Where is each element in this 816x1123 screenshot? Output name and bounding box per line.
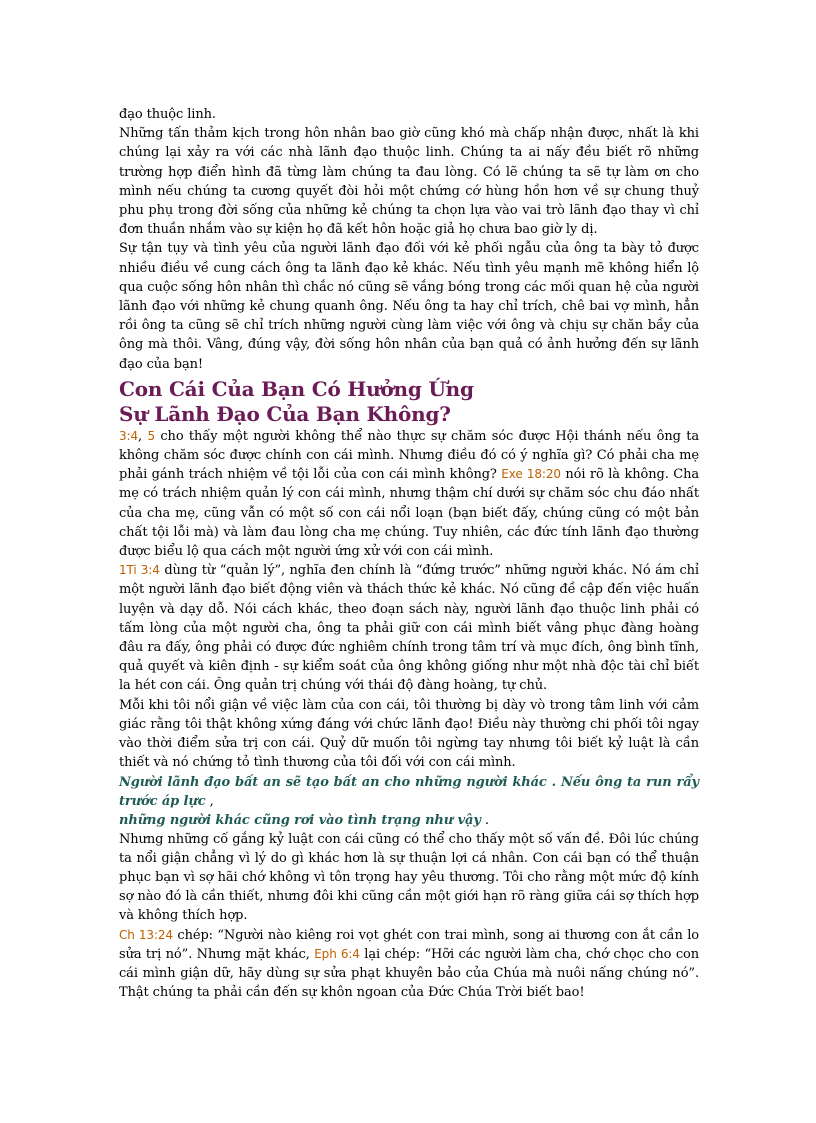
quote-line-1: Người lãnh đạo bất an sẽ tạo bất an cho những người khác . Nếu ông ta run rẩy trước áp lực — [119, 774, 699, 809]
section-heading — [119, 377, 699, 427]
quote-line-2: những người khác cũng rơi vào tình trạng như vậy — [119, 812, 481, 828]
scripture-ref-1ti-3-4[interactable]: 1Ti 3:4 — [119, 563, 160, 578]
paragraph-discipline: Nhưng những cố gắng kỷ luật con cái cũng có thể cho thấy một số vấn đề. Đôi lúc chúng ta nổi giận chẳng vì lý do gì khác hơn là sự thuận lợi cá nhân. Con cái bạn có thể thuận phục bạn vì sợ hãi chớ không vì tôn trọng hay yêu thương. Tôi cho rằng một mức độ kính sợ nào đó là cần thiết, nhưng đôi khi cũng cần một giới hạn rõ ràng giữa cái sợ thích hợp và không thích hợp. — [119, 831, 699, 924]
scripture-ref-3-4[interactable]: 3:4 — [119, 428, 139, 443]
document-page — [119, 105, 699, 1002]
paragraph-text: lại chép: “Hỡi các người làm cha, chớ chọc cho con cái mình giận dữ, hãy dùng sự sửa phạt khuyên bảo của Chúa mà nuôi nấng chúng nó”. Thật chúng ta phải cần đến sự khôn ngoan của Đức Chúa Trời biết bao! — [119, 946, 700, 1001]
highlight-quote — [119, 773, 699, 830]
paragraph-text: dùng từ “quản lý”, nghĩa đen chính là “đứng trước” những người khác. Nó ám chỉ một người lãnh đạo biết động viên và thách thức kẻ khác. Nó cũng đề cập đến việc huấn luyện và dạy dỗ. Nói cách khác, theo đoạn sách này, người lãnh đạo thuộc linh phải có tấm lòng của một người cha, ông ta phải giữ con cái mình biết vâng phục đàng hoàng đâu ra đấy, ông phải có được đức nghiêm chính trong tâm trí và mục đích, ông bình tĩnh, quả quyết và kiên định - sự kiểm soát của ông không giống như một nhà độc tài chỉ biết la hét con cái. Ông quản trị chúng với thái độ đàng hoàng, tự chủ. — [119, 563, 699, 694]
paragraph-proverbs — [119, 926, 699, 1003]
heading-line-1: Con Cái Của Bạn Có Hưởng Ứng — [119, 376, 474, 401]
intro-fragment: đạo thuộc linh. — [119, 107, 216, 122]
paragraph-manage — [119, 561, 699, 695]
quote-line-2-tail: . — [480, 812, 489, 828]
ref-separator: , — [138, 428, 148, 444]
heading-line-2: Sự Lãnh Đạo Của Bạn Không? — [119, 401, 451, 426]
scripture-ref-5[interactable]: 5 — [147, 428, 155, 443]
paragraph-children-care — [119, 427, 699, 561]
scripture-ref-ch-13-24[interactable]: Ch 13:24 — [119, 927, 173, 942]
quote-line-1-tail: , — [205, 793, 214, 809]
paragraph-text: chép: “Người nào kiêng roi vọt ghét con trai mình, song ai thương con ắt cần lo sửa trị nó”. Nhưng mặt khác, — [119, 927, 699, 962]
paragraph-leader-love: Sự tận tụy và tình yêu của người lãnh đạo đối với kẻ phối ngẫu của ông ta bày tỏ được nhiều điều về cung cách ông ta lãnh đạo kẻ khác. Nếu tình yêu mạnh mẽ không hiển lộ qua cuộc sống hôn nhân thì chắc nó cũng sẽ vắng bóng trong các mối quan hệ của người lãnh đạo với những kẻ chung quanh ông. Nếu ông ta hay chỉ trích, chê bai vợ mình, hẳn rồi ông ta cũng sẽ chỉ trích những người cùng làm việc với ông và chịu sự chăn bầy của ông mà thôi. Vâng, đúng vậy, đời sống hôn nhân của bạn quả có ảnh hưởng đến sự lãnh đạo của bạn! — [119, 241, 699, 372]
paragraph-text: nói rõ là không. Cha mẹ có trách nhiệm quản lý con cái mình, nhưng thậm chí dưới sự chăm sóc chu đáo nhất của cha mẹ, cũng vẫn có một số con cái nổi loạn (bạn biết đấy, chúng cũng có một bản chất tội lỗi mà) và làm đau lòng cha mẹ chúng. Tuy nhiên, các đức tính lãnh đạo thường được biểu lộ qua cách một người ứng xử với con cái mình. — [119, 467, 699, 560]
scripture-ref-exe-18-20[interactable]: Exe 18:20 — [501, 467, 561, 482]
paragraph-anger: Mỗi khi tôi nổi giận về việc làm của con cái, tôi thường bị dày vò trong tâm linh với cảm giác rằng tôi thật không xứng đáng với chức lãnh đạo! Điều này thường chi phối tôi ngay vào thời điểm sửa trị con cái. Quỷ dữ muốn tôi ngừng tay nhưng tôi biết kỷ luật là cần thiết và nó chứng tỏ tình thương của tôi đối với con cái mình. — [119, 697, 699, 771]
paragraph-text: cho thấy một người không thể nào thực sự chăm sóc được Hội thánh nếu ông ta không chăm sóc được chính con cái mình. Nhưng điều đó có ý nghĩa gì? Có phải cha mẹ phải gánh trách nhiệm về tội lỗi của con cái mình không? — [119, 428, 699, 483]
scripture-ref-eph-6-4[interactable]: Eph 6:4 — [314, 946, 360, 961]
paragraph-marriage-tragedy: Những tấn thảm kịch trong hôn nhân bao giờ cũng khó mà chấp nhận được, nhất là khi chúng lại xảy ra với các nhà lãnh đạo thuộc linh. Chúng ta ai nấy đều biết rõ những trường hợp điển hình đã từng làm chúng ta đau lòng. Có lẽ chúng ta sẽ tự làm ơn cho mình nếu chúng ta cương quyết đòi hỏi một chứng cớ hùng hồn hơn về sự chung thuỷ phu phụ trong đời sống của những kẻ chúng ta chọn lựa vào vai trò lãnh đạo thay vì chỉ đơn thuần nhắm vào sự kiện họ đã kết hôn hoặc giả họ chưa bao giờ ly dị. — [119, 126, 699, 238]
